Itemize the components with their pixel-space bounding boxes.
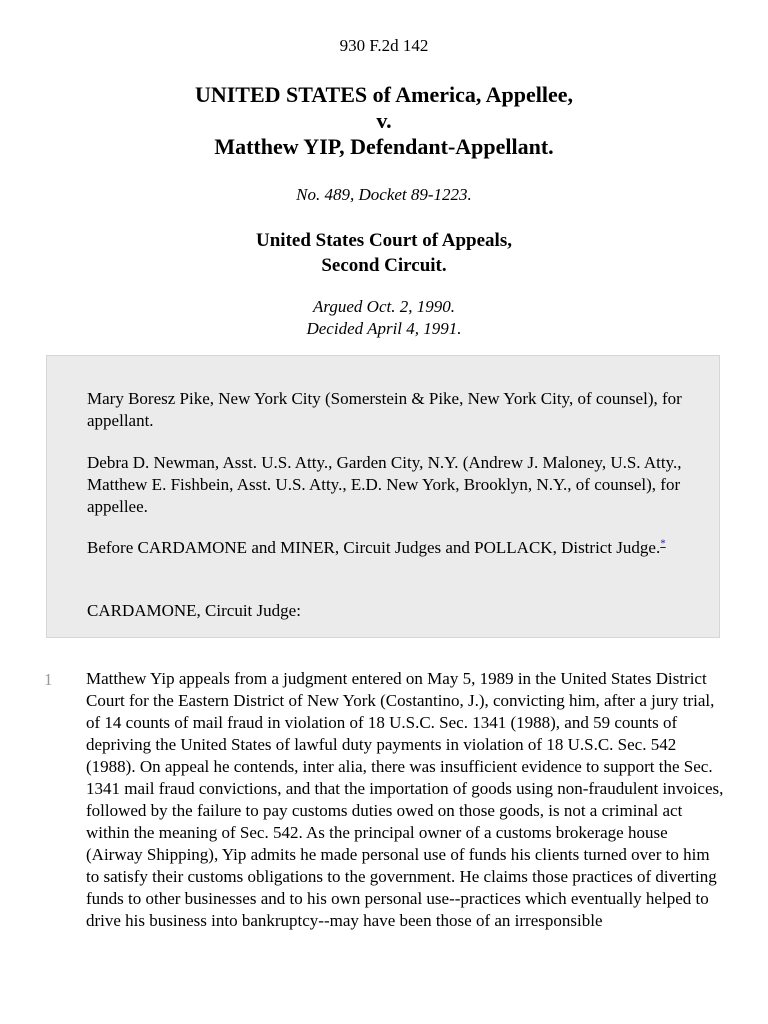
docket-number: No. 489, Docket 89-1223. [296, 185, 472, 204]
caption-appellee: UNITED STATES of America, Appellee, [194, 82, 574, 107]
opinion-paragraph: Matthew Yip appeals from a judgment entered on May 5, 1989 in the United States District Court for the Eastern District of New York (Costantino, J.), convicting him, after a jury trial, of 14 counts of mail fraud in violation of 18 U.S.C. Sec. 1341 (1988), and 59 counts of depriving the United States of lawful duty payments in violation of 18 U.S.C. Sec. 542 (1988). On appeal he contends, inter alia, there was insufficient evidence to support the Sec. 1341 mail fraud convictions, and that the importation of goods using non-fraudulent invoices, followed by the failure to pay customs duties owed on those goods, is not a criminal act within the meaning of Sec. 542. As the principal owner of a customs brokerage house (Airway Shipping), Yip admits he made personal use of funds his clients turned over to him to satisfy their customs obligations to the government. He claims those practices of diverting funds to other businesses and to his own personal use--practices which eventually helped to drive his business into bankruptcy--may have been those of an irresponsible [86, 669, 724, 930]
court-name [0, 228, 768, 278]
panel-judges [87, 537, 687, 559]
counsel-box [46, 355, 720, 638]
footnote-link[interactable]: * [660, 537, 666, 550]
court-name-line2: Second Circuit. [321, 255, 447, 276]
case-citation: 930 F.2d 142 [339, 36, 429, 55]
counsel-appellee: Debra D. Newman, Asst. U.S. Atty., Garden City, N.Y. (Andrew J. Maloney, U.S. Atty., Matthew E. Fishbein, Asst. U.S. Atty., E.D. New York, Brooklyn, N.Y., of counsel), for appellee. [87, 453, 682, 516]
decided-date: Decided April 4, 1991. [306, 319, 462, 338]
case-dates [0, 296, 768, 340]
case-caption [0, 82, 768, 160]
caption-appellant: Matthew YIP, Defendant-Appellant. [214, 134, 554, 159]
argued-date: Argued Oct. 2, 1990. [313, 297, 455, 316]
panel-judges-text: Before CARDAMONE and MINER, Circuit Judges and POLLACK, District Judge. [87, 538, 661, 557]
opinion-author: CARDAMONE, Circuit Judge: [87, 601, 301, 620]
caption-versus: v. [376, 108, 392, 133]
counsel-appellant: Mary Boresz Pike, New York City (Somerstein & Pike, New York City, of counsel), for appellant. [87, 389, 682, 430]
court-name-line1: United States Court of Appeals, [256, 230, 512, 251]
paragraph-number: 1 [44, 670, 53, 689]
